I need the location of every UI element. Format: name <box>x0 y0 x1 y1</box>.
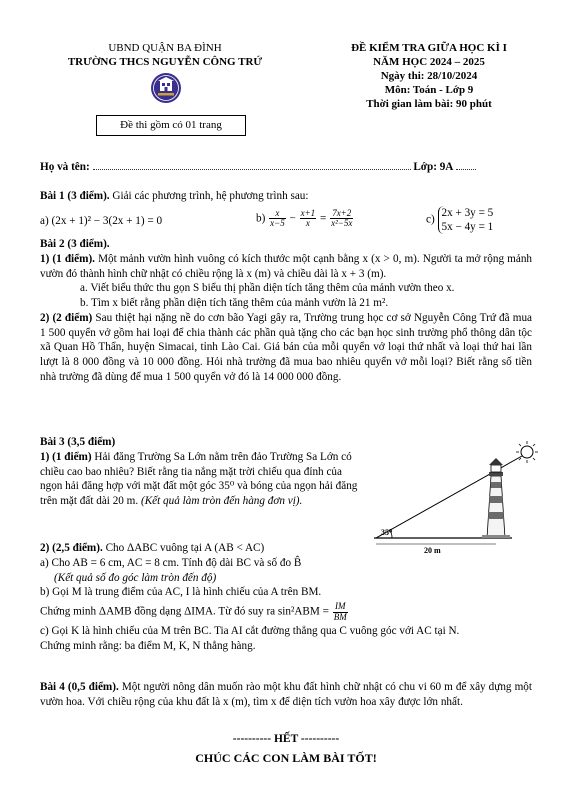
problem-2-title: Bài 2 (3 điểm). <box>40 238 110 250</box>
problem-2-part-1a: a. Viết biểu thức thu gọn S biểu thị phần diện tích tăng thêm của mảnh vườn theo x. <box>80 282 455 295</box>
exam-title: ĐỀ KIỂM TRA GIỮA HỌC KÌ I <box>351 42 507 54</box>
problem-2-part-1-title: 1) (1 điểm). <box>40 252 95 265</box>
problem-3-part-1-text: Hải đăng Trường Sa Lớn nằm trên đảo Trường Sa Lớn có chiều cao bao nhiêu? Biết rằng tia nắng mặt trời chiếu qua đỉnh của ngọn hải đăng hợp với mặt đất một góc 35⁰ và bóng của ngọn hải đăng trên mặt đất dài 20 m. <box>40 450 358 508</box>
problem-3-part-1 <box>40 450 366 509</box>
problem-1 <box>40 189 532 240</box>
school-name: TRƯỜNG THCS NGUYỄN CÔNG TRỨ <box>67 56 263 69</box>
exam-subject: Môn: Toán - Lớp 9 <box>384 84 474 97</box>
problem-4 <box>40 680 532 710</box>
problem-3-part-2a: a) Cho AB = 6 cm, AC = 8 cm. Tính độ dài BC và số đo B̂ <box>40 556 302 569</box>
problem-2 <box>40 237 532 385</box>
header-left <box>40 41 290 69</box>
problem-2-part-1b: b. Tìm x biết rằng phần diện tích tăng thêm của mảnh vườn là 21 m². <box>80 297 389 310</box>
problem-3-part-2 <box>40 541 532 654</box>
problem-2-part-2-text: Sau thiệt hại nặng nề do cơn bão Yagi gây ra, Trường trung học cơ sở Nguyễn Công Trứ đã mua 1 500 quyển vở gồm hai loại để chia thành các phần quà tặng cho các bạn học sinh trường phổ thông dân tộc xã Quan Hồ Thẩn, huyện Simacai, tỉnh Lào Cai. Giá bán của mỗi quyển vở loại thứ nhất và loại thứ hai lần lượt là 8 000 đồng và 10 000 đồng. Hỏi nhà trường đã mua bao nhiêu quyển vở mỗi loại? Biết rằng số tiền nhà trường đã dùng để mua 1 500 quyển vở đó là 14 000 000 đồng. <box>40 311 532 384</box>
district-name: UBND QUẬN BA ĐÌNH <box>108 42 222 54</box>
class-label: Lớp: 9A <box>413 161 454 173</box>
problem-1-intro: Giải các phương trình, hệ phương trình sau: <box>109 190 309 202</box>
problem-3-part-2b: b) Gọi M là trung điểm của AC, I là hình chiếu của A trên BM. <box>40 586 322 599</box>
problem-1-parts <box>40 206 532 240</box>
problem-3-title: Bài 3 (3,5 điểm) <box>40 436 116 448</box>
problem-2-part-1 <box>40 252 532 282</box>
fraction-1b-3: $\frac{7x+2}{\text{x²−5x}}$ <box>331 207 353 229</box>
problem-3-part-1-note: (Kết quả làm tròn đến hàng đơn vị). <box>140 495 303 508</box>
problem-2-part-2-title: 2) (2 điểm) <box>40 311 93 324</box>
problem-4-text-block <box>40 680 532 710</box>
system-1c-eq1: 2x + 3y = 5 <box>441 206 494 219</box>
problem-1-title: Bài 1 (3 điểm). <box>40 190 110 202</box>
problem-3-part-2-title: 2) (2,5 điểm). <box>40 542 103 554</box>
name-label: Họ và tên: <box>40 161 90 173</box>
problem-3-part-2a-note: (Kết quả số đo góc làm tròn đến độ) <box>54 571 217 584</box>
part-1a <box>40 214 162 229</box>
end-marker: ---------- HẾT ---------- <box>232 733 340 745</box>
lighthouse-figure <box>372 440 542 556</box>
problem-1-heading <box>40 189 532 204</box>
lighthouse-icon <box>482 458 510 538</box>
problem-3-part-2-text: Cho ΔABC vuông tại A (AB < AC) <box>102 542 265 554</box>
problem-4-title: Bài 4 (0,5 điểm). <box>40 681 119 693</box>
class-field[interactable] <box>456 169 476 170</box>
problem-2-part-1-text: Một mảnh vườn hình vuông có kích thước một cạnh bằng x (x > 0, m). Người ta mở rộng mảnh vườn đó thành hình chữ nhật có chiều rộng là x (m) và chiều dài là x + 3 (m). <box>40 252 533 280</box>
name-field[interactable] <box>93 169 411 170</box>
school-year: NĂM HỌC 2024 – 2025 <box>373 56 485 69</box>
part-1b-label: b) <box>256 212 269 225</box>
fraction-3b: $\frac{IM}{BM}$ <box>333 601 347 622</box>
page-count-box <box>96 115 246 136</box>
problem-3-part-2b-proof-text: Chứng minh ΔAMB đồng dạng ΔIMA. Từ đó suy ra sin²ABM = <box>40 605 332 618</box>
problem-3-part-2c: c) Gọi K là hình chiếu của M trên BC. Tia AI cắt đường thẳng qua C vuông góc với AC tại N. <box>40 625 460 637</box>
part-1c-label: c) <box>426 213 438 226</box>
system-1c-eq2: 5x − 4y = 1 <box>441 220 494 233</box>
part-1a-label: a) <box>40 214 52 227</box>
good-luck-message: CHÚC CÁC CON LÀM BÀI TỐT! <box>195 750 377 765</box>
exam-duration: Thời gian làm bài: 90 phút <box>366 98 492 111</box>
length-label: 20 m <box>424 546 441 555</box>
page-count-text: Đề thi gồm có 01 trang <box>120 119 222 131</box>
problem-2-part-2 <box>40 311 532 385</box>
footer <box>40 731 532 767</box>
part-1c <box>426 206 493 234</box>
part-1b: b) $\frac{x}{x-5}$ − $\frac{x+1}{x}$ = $\frac{7x+2}{\text{x²−5x}}$ <box>256 207 353 229</box>
sun-icon <box>516 441 538 463</box>
problem-3-part-1-title: 1) (1 điểm) <box>40 450 92 463</box>
problem-3-part-2c-proof: Chứng minh rằng: ba điểm M, K, N thẳng hàng. <box>40 639 256 652</box>
problem-3-part-2-heading <box>40 541 532 556</box>
angle-label: 35⁰ <box>381 528 393 537</box>
school-logo-icon <box>150 72 182 104</box>
problem-3-part-2b-proof <box>40 602 532 622</box>
equation-1a: (2x + 1)² − 3(2x + 1) = 0 <box>51 214 163 227</box>
fraction-1b-1: $\frac{x}{x-5}$ <box>270 207 285 229</box>
student-info-line <box>40 160 532 175</box>
exam-date: Ngày thi: 28/10/2024 <box>380 70 478 83</box>
problem-4-text: Một người nông dân muốn rào một khu đất hình chữ nhật có chu vi 60 m để xây dựng một vườn hoa. Với chiều rộng của khu đất là x (m), tìm x để diện tích vườn hoa xây được lớn nhất. <box>40 681 532 708</box>
header-right <box>304 41 554 111</box>
fraction-1b-2: $\frac{x+1}{x}$ <box>300 207 316 229</box>
system-1c <box>438 206 494 234</box>
